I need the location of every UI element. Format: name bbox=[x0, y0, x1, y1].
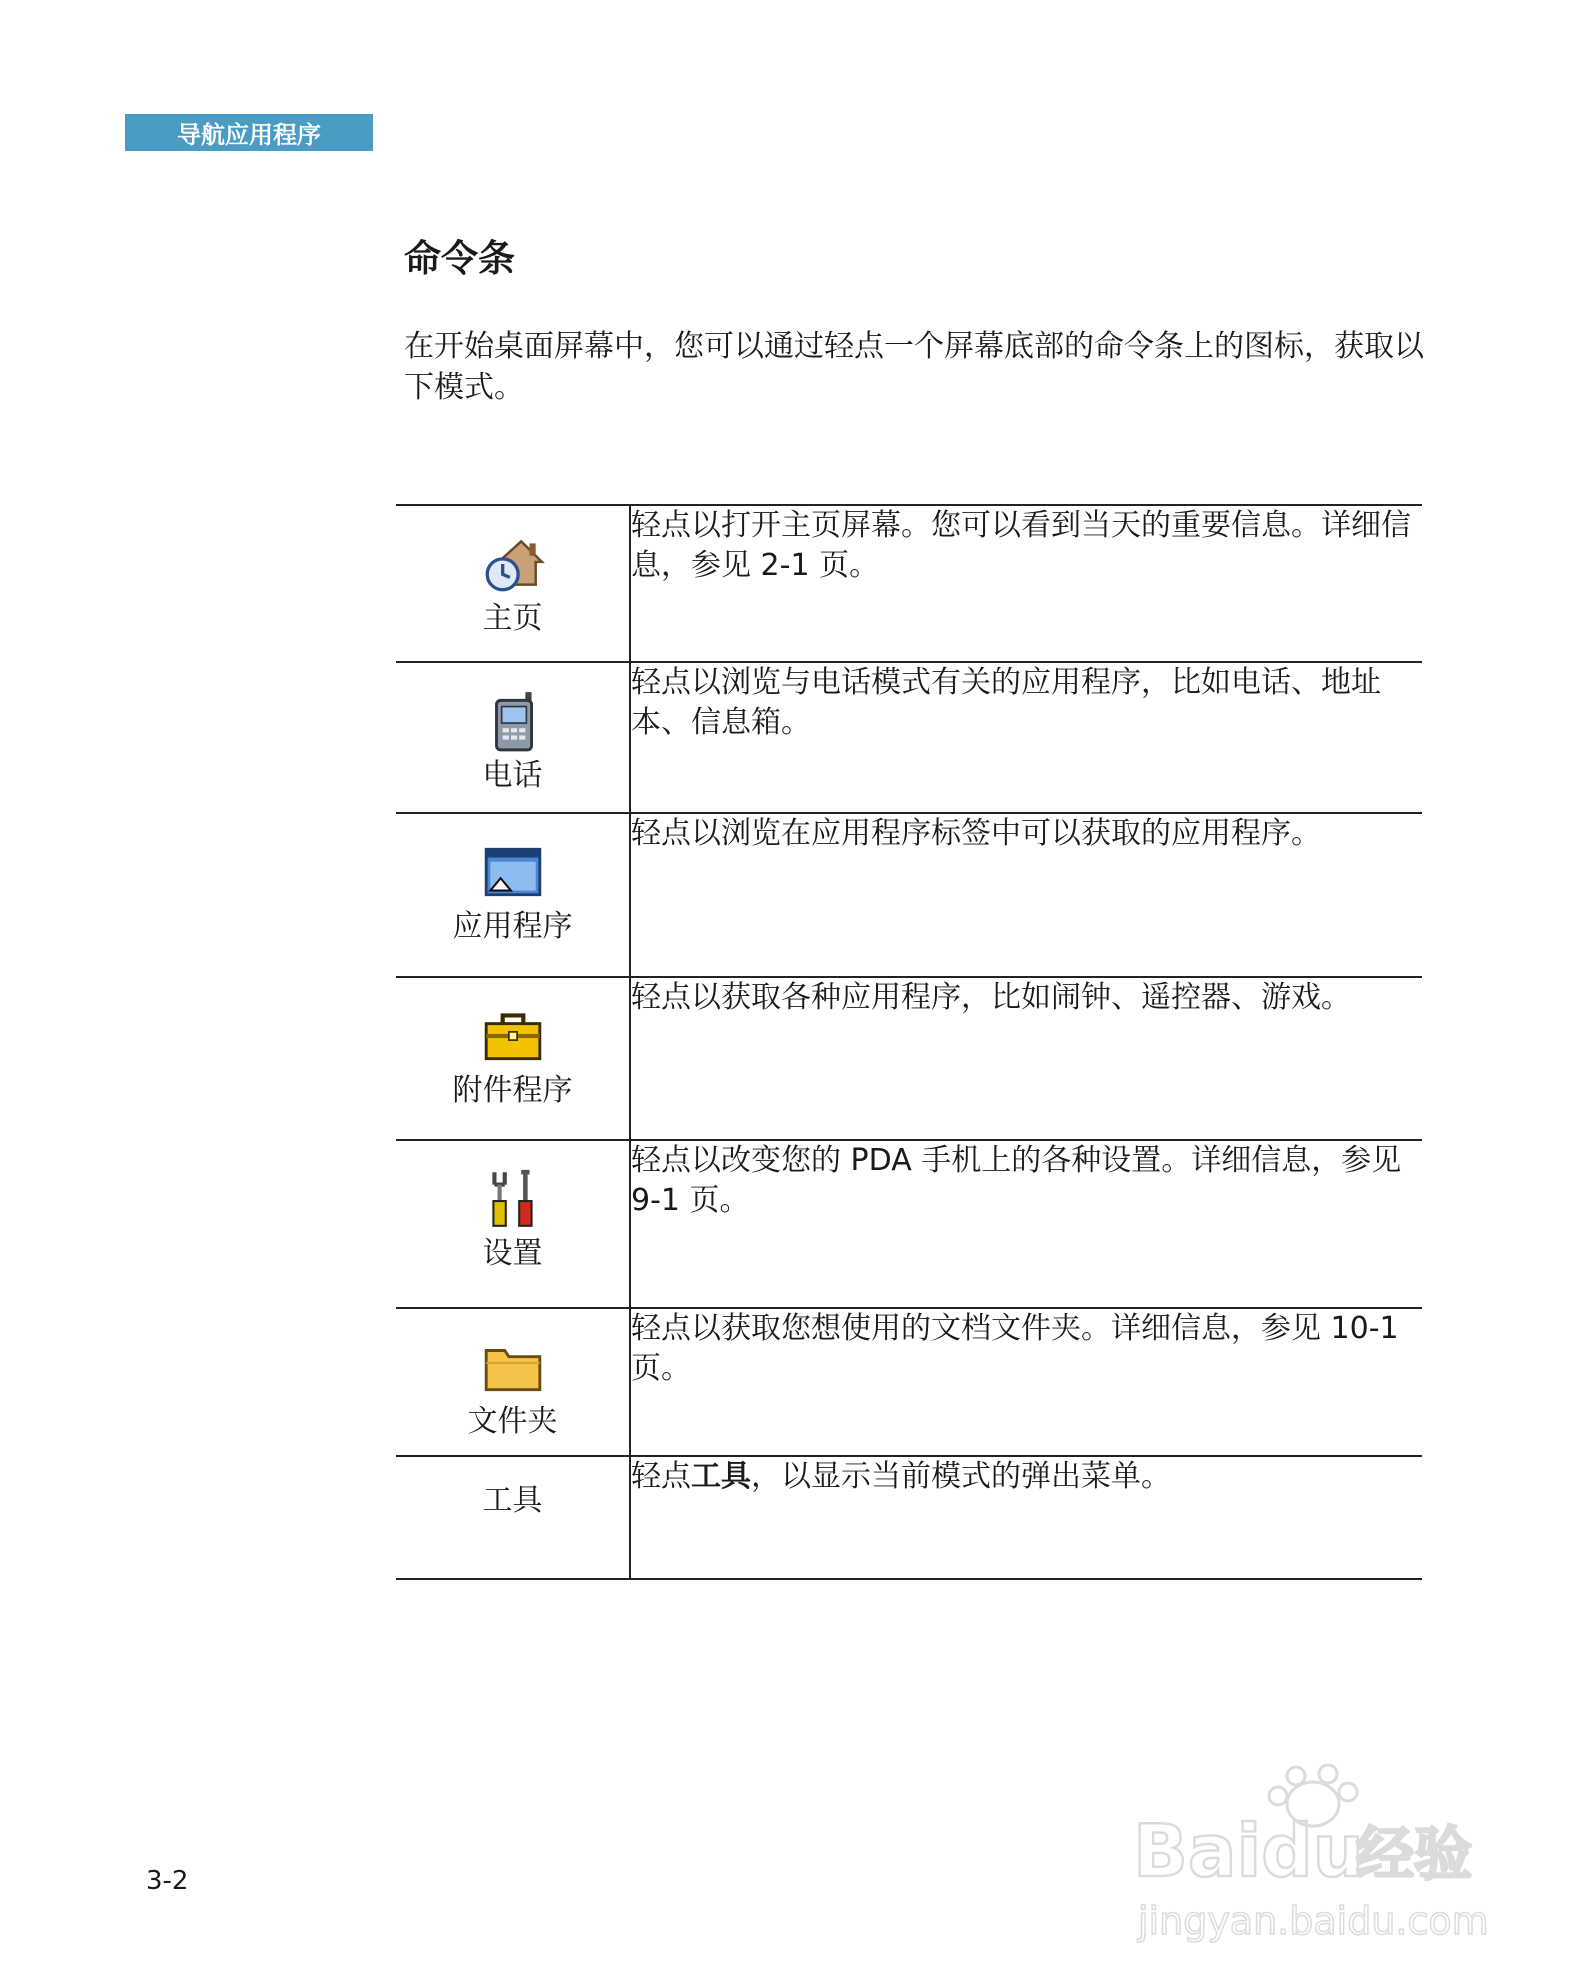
table-row bbox=[396, 662, 1422, 813]
home-clock-icon bbox=[480, 531, 546, 597]
icon-cell bbox=[396, 977, 630, 1140]
tools-desc-suffix: ，以显示当前模式的弹出菜单。 bbox=[751, 1459, 1171, 1494]
baidu-watermark bbox=[1128, 1756, 1508, 1956]
table-row bbox=[396, 1456, 1422, 1579]
table-row bbox=[396, 813, 1422, 977]
tools-label: 工具 bbox=[482, 1483, 543, 1518]
icon-cell bbox=[396, 505, 630, 662]
table-row bbox=[396, 1308, 1422, 1456]
icon-cell bbox=[396, 1456, 630, 1579]
home-label: 主页 bbox=[482, 601, 543, 636]
screwdriver-wrench-icon bbox=[480, 1166, 546, 1232]
svg-text:jingyan.baidu.com: jingyan.baidu.com bbox=[1138, 1899, 1489, 1943]
programs-window-icon bbox=[480, 839, 546, 905]
svg-text:Baidu: Baidu bbox=[1133, 1809, 1364, 1893]
tools-desc-bold: 工具 bbox=[691, 1459, 751, 1494]
command-bar-table bbox=[396, 504, 1422, 1580]
icon-cell bbox=[396, 662, 630, 813]
programs-description: 轻点以浏览在应用程序标签中可以获取的应用程序。 bbox=[631, 816, 1321, 851]
intro-paragraph: 在开始桌面屏幕中，您可以通过轻点一个屏幕底部的命令条上的图标，获取以下模式。 bbox=[404, 329, 1424, 405]
tools-desc-prefix: 轻点 bbox=[631, 1459, 691, 1494]
table-row bbox=[396, 1140, 1422, 1308]
table-row bbox=[396, 505, 1422, 662]
section-tab: 导航应用程序 bbox=[125, 114, 373, 151]
icon-cell bbox=[396, 1308, 630, 1456]
folder-icon bbox=[480, 1334, 546, 1400]
phone-label: 电话 bbox=[482, 758, 543, 793]
section-heading: 命令条 bbox=[404, 237, 515, 280]
folder-label: 文件夹 bbox=[467, 1404, 558, 1439]
home-description: 轻点以打开主页屏幕。您可以看到当天的重要信息。详细信息，参见 2-1 页。 bbox=[631, 508, 1411, 583]
toolbox-icon bbox=[480, 1003, 546, 1069]
accessories-description: 轻点以获取各种应用程序，比如闹钟、遥控器、游戏。 bbox=[631, 980, 1351, 1015]
settings-label: 设置 bbox=[482, 1236, 543, 1271]
page-number: 3-2 bbox=[146, 1866, 189, 1896]
svg-text:经验: 经验 bbox=[1356, 1820, 1473, 1888]
accessories-label: 附件程序 bbox=[452, 1073, 573, 1108]
settings-description: 轻点以改变您的 PDA 手机上的各种设置。详细信息，参见 9-1 页。 bbox=[631, 1143, 1402, 1218]
phone-description: 轻点以浏览与电话模式有关的应用程序，比如电话、地址本、信息箱。 bbox=[631, 665, 1381, 740]
tools-description bbox=[630, 1456, 1422, 1579]
phone-icon bbox=[480, 688, 546, 754]
programs-label: 应用程序 bbox=[452, 909, 573, 944]
table-row bbox=[396, 977, 1422, 1140]
folder-description: 轻点以获取您想使用的文档文件夹。详细信息，参见 10-1 页。 bbox=[631, 1311, 1399, 1386]
icon-cell bbox=[396, 813, 630, 977]
icon-cell bbox=[396, 1140, 630, 1308]
